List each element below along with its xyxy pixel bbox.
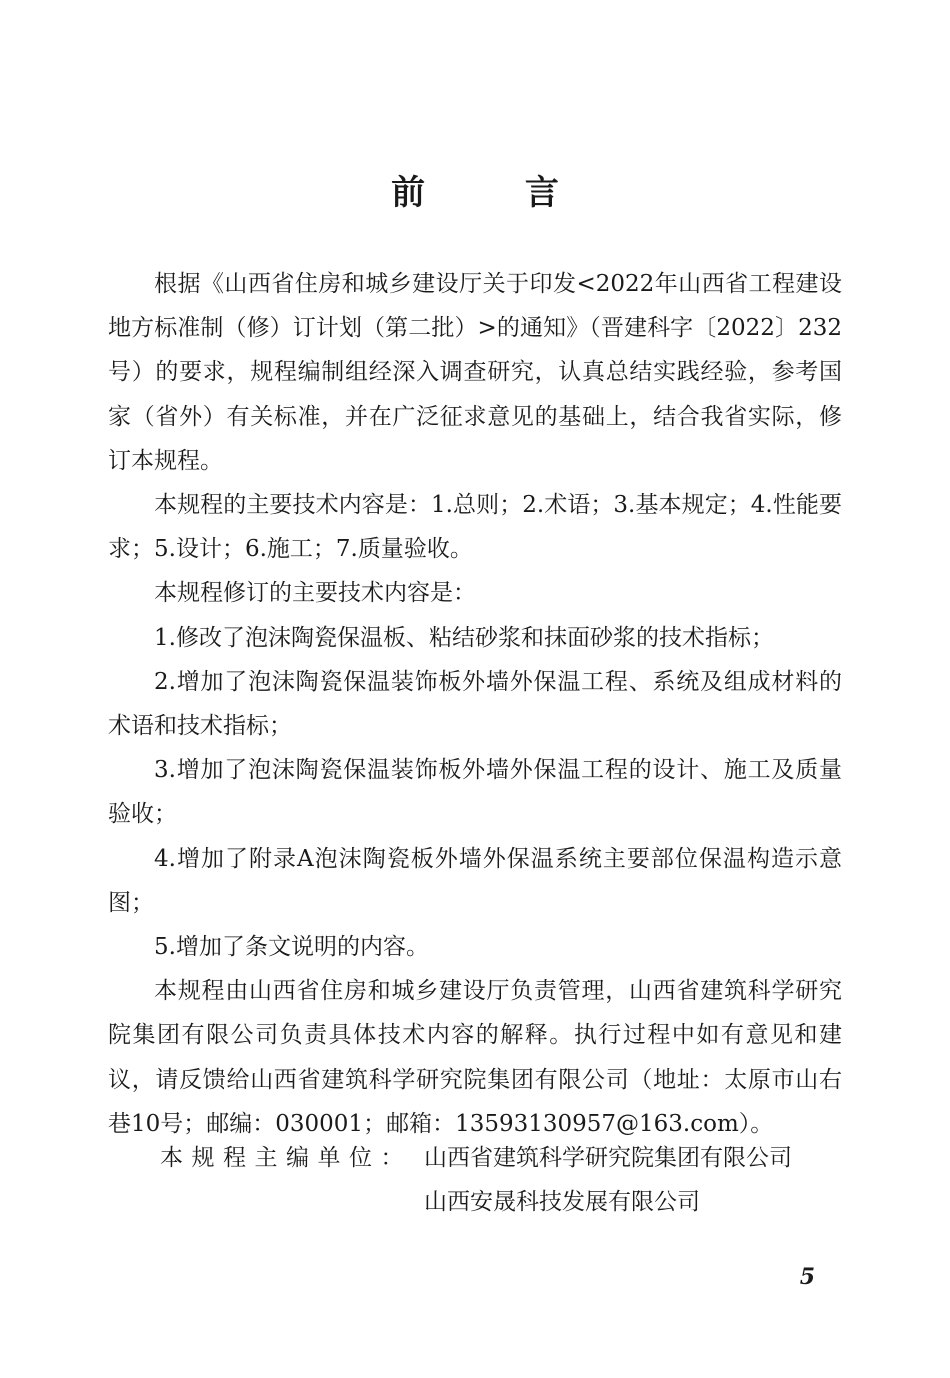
revision-item-1: 1.修改了泡沫陶瓷保温板、粘结砂浆和抹面砂浆的技术指标； (154, 624, 774, 651)
revision-item-2: 2.增加了泡沫陶瓷保温装饰板外墙外保温工程、系统及组成材料的术语和技术指标； (108, 668, 842, 740)
editor-label-spacer (160, 1180, 424, 1224)
page-title: 前 言 (391, 173, 603, 213)
paragraph-management: 本规程由山西省住房和城乡建设厅负责管理，山西省建筑科学研究院集团有限公司负责具体技术内容的解释。执行过程中如有意见和建议，请反馈给山西省建筑科学研究院集团有限公司（地址：太原市山右巷10号；邮编：030001；邮箱：13593130957@163.com）。 (108, 978, 842, 1137)
page-number: 5 (799, 1264, 815, 1290)
editor-unit-1: 山西省建筑科学研究院集团有限公司 (424, 1145, 792, 1171)
revision-item-5: 5.增加了条文说明的内容。 (154, 934, 429, 961)
preface-body (108, 262, 842, 1146)
editor-row (160, 1180, 792, 1224)
editor-label: 本规程主编单位： (160, 1145, 412, 1171)
paragraph-main-content: 本规程的主要技术内容是：1.总则；2.术语；3.基本规定；4.性能要求；5.设计；6.施工；7.质量验收。 (108, 492, 842, 563)
paragraph-revision-intro: 本规程修订的主要技术内容是： (154, 580, 476, 607)
chief-editor-units (160, 1136, 792, 1224)
revision-item-3: 3.增加了泡沫陶瓷保温装饰板外墙外保温工程的设计、施工及质量验收； (108, 757, 842, 828)
paragraph-basis: 根据《山西省住房和城乡建设厅关于印发<2022年山西省工程建设地方标准制（修）订计划（第二批）>的通知》（晋建科字〔2022〕232号）的要求，规程编制组经深入调查研究，认真总结实践经验，参考国家（省外）有关标准，并在广泛征求意见的基础上，结合我省实际，修订本规程。 (108, 271, 842, 474)
editor-row (160, 1136, 792, 1180)
editor-unit-2: 山西安晟科技发展有限公司 (424, 1189, 700, 1215)
revision-item-4: 4.增加了附录A泡沫陶瓷板外墙外保温系统主要部位保温构造示意图； (108, 845, 842, 916)
